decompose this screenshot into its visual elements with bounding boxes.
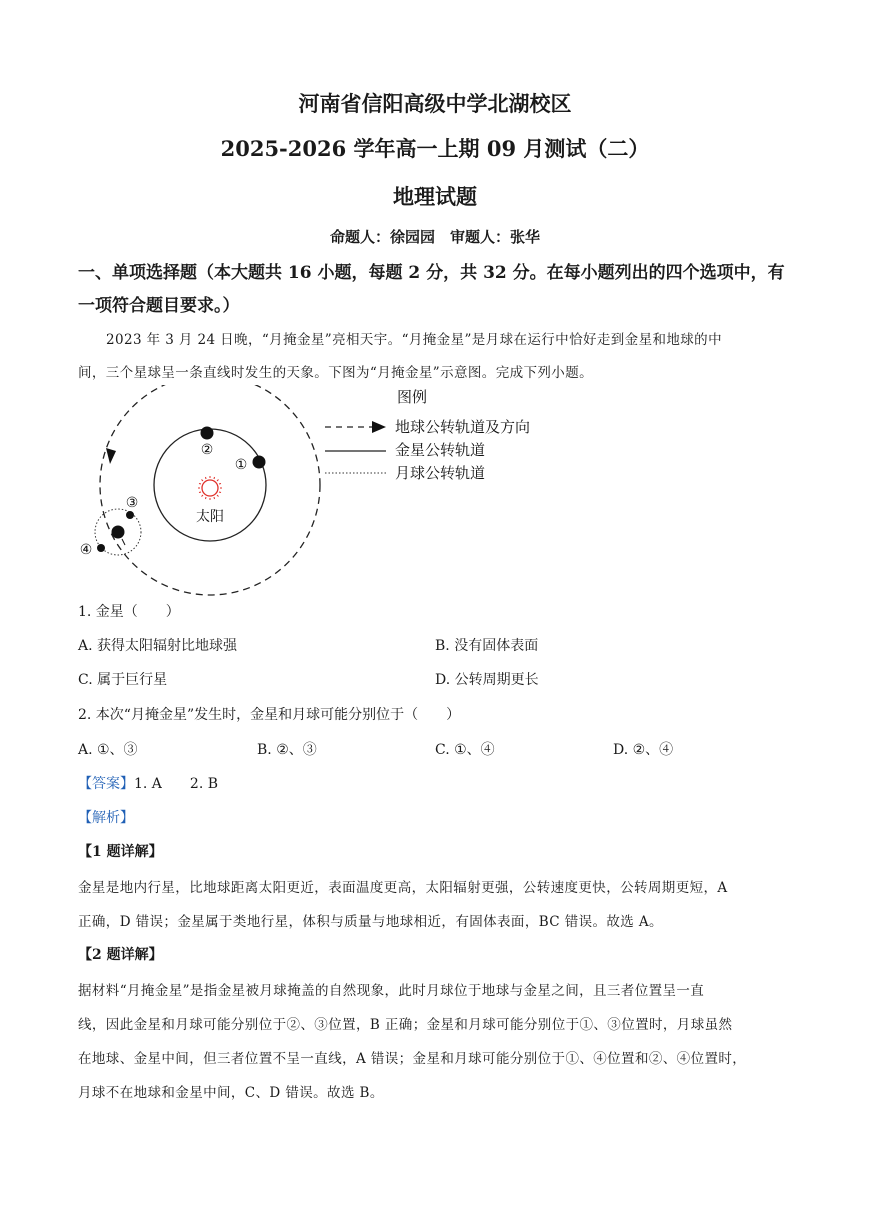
legend-moon-label: 月球公转轨道 <box>395 464 486 482</box>
position-3-label: ③ <box>125 495 139 511</box>
position-1-label: ① <box>234 457 248 473</box>
q1-option-c[interactable]: C. 属于巨行星 <box>78 672 168 688</box>
subject-title: 地理试题 <box>393 184 477 209</box>
venus-position-2 <box>201 427 214 440</box>
occultation-diagram <box>70 385 570 600</box>
legend-earth-label: 地球公转轨道及方向 <box>395 418 531 436</box>
earth-tick <box>122 539 125 545</box>
sun-icon <box>198 476 222 500</box>
q2-option-b[interactable]: B. ②、③ <box>257 742 317 758</box>
q2-option-d[interactable]: D. ②、④ <box>613 742 674 758</box>
intro-line1: 2023 年 3 月 24 日晚，“月掩金星”亮相天宇。“月掩金星”是月球在运行中恰好走到金星和地球的中 <box>106 332 722 348</box>
position-4-label: ④ <box>79 542 93 558</box>
q2-option-a[interactable]: A. ①、③ <box>78 742 138 758</box>
q1-option-d[interactable]: D. 公转周期更长 <box>435 672 539 688</box>
earth <box>112 526 125 539</box>
analysis-tag: 【解析】 <box>78 810 134 826</box>
legend-title: 图例 <box>397 388 428 406</box>
detail1-title: 【1 题详解】 <box>78 844 163 860</box>
position-2-label: ② <box>200 442 214 458</box>
authors: 命题人：徐园园 审题人：张华 <box>329 228 540 246</box>
intro-line2: 间，三个星球呈一条直线时发生的天象。下图为“月掩金星”示意图。完成下列小题。 <box>78 365 594 381</box>
detail1-line1: 金星是地内行星，比地球距离太阳更近，表面温度更高，太阳辐射更强，公转速度更快，公转周期更短，A <box>78 880 728 896</box>
q1-option-a[interactable]: A. 获得太阳辐射比地球强 <box>78 638 238 654</box>
answer-tag: 【答案】 <box>78 776 134 792</box>
q2-stem: 2. 本次“月掩金星”发生时，金星和月球可能分别位于（ ） <box>78 707 461 723</box>
detail1-line2: 正确，D 错误；金星属于类地行星，体积与质量与地球相近，有固体表面，BC 错误。故选 A。 <box>78 914 663 930</box>
detail2-line2: 线，因此金星和月球可能分别位于②、③位置，B 正确；金星和月球可能分别位于①、③位置时，月球虽然 <box>78 1017 733 1033</box>
section-heading-line2: 一项符合题目要求。） <box>78 296 240 316</box>
exam-title: 2025-2026 学年高一上期 09 月测试（二） <box>220 136 650 161</box>
q1-stem: 1. 金星（ ） <box>78 604 180 620</box>
legend-venus-label: 金星公转轨道 <box>395 441 486 459</box>
answer-text: 1. A 2. B <box>134 776 219 792</box>
earth-orbit <box>100 385 320 595</box>
sun-label: 太阳 <box>196 509 224 525</box>
q2-option-c[interactable]: C. ①、④ <box>435 742 495 758</box>
moon-position-4 <box>97 544 105 552</box>
detail2-line4: 月球不在地球和金星中间，C、D 错误。故选 B。 <box>78 1085 384 1101</box>
venus-position-1 <box>253 456 266 469</box>
detail2-line1: 据材料“月掩金星”是指金星被月球掩盖的自然现象，此时月球位于地球与金星之间，且三者位置呈一直 <box>78 983 705 999</box>
detail2-line3: 在地球、金星中间，但三者位置不呈一直线，A 错误；金星和月球可能分别位于①、④位置和②、④位置时， <box>78 1051 747 1067</box>
legend-arrow-icon <box>372 421 386 433</box>
school-title: 河南省信阳高级中学北湖校区 <box>298 91 572 116</box>
detail2-title: 【2 题详解】 <box>78 947 163 963</box>
q1-option-b[interactable]: B. 没有固体表面 <box>435 638 539 654</box>
section-heading-line1: 一、单项选择题（本大题共 16 小题，每题 2 分，共 32 分。在每小题列出的四个选项中，有 <box>78 263 785 283</box>
moon-position-3 <box>126 511 134 519</box>
orbit-direction-arrow-icon <box>106 448 116 464</box>
answer-line <box>78 773 218 793</box>
